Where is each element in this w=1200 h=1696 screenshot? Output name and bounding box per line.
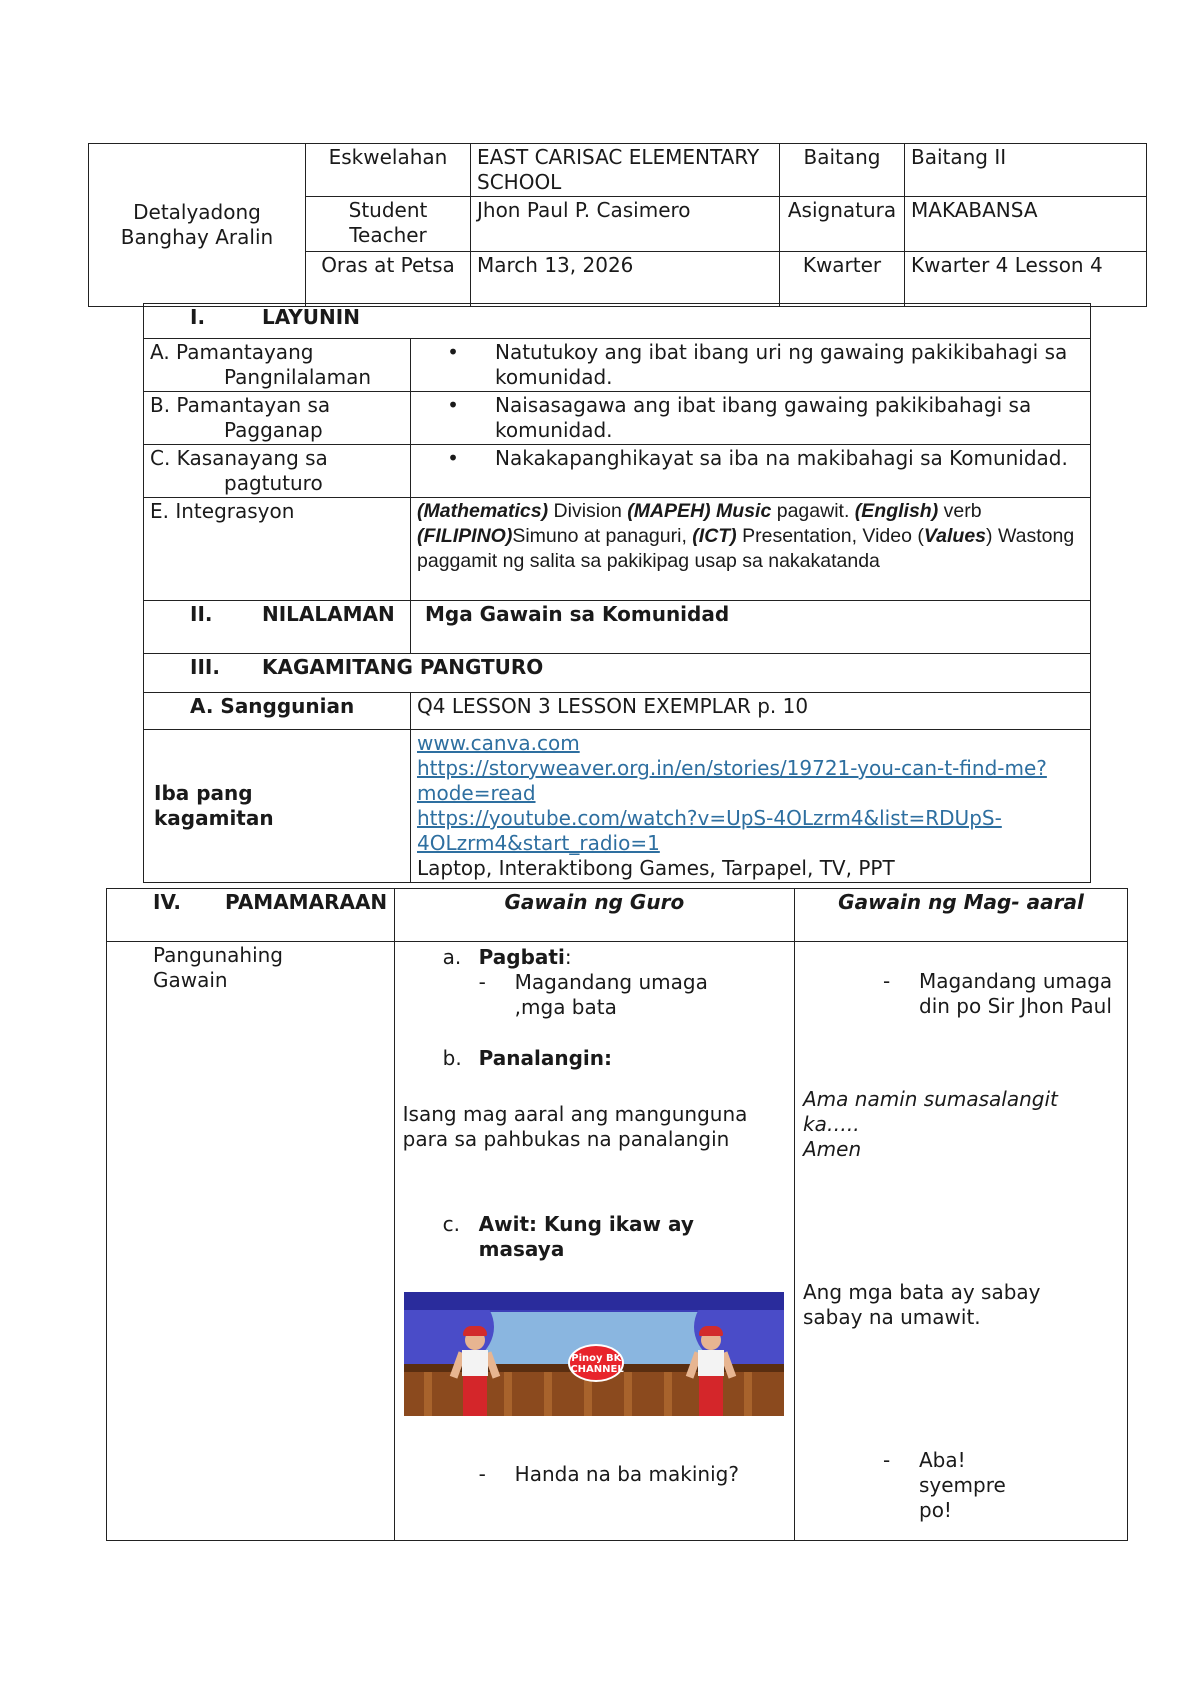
magaaral-activities: [795, 942, 1128, 1541]
school-value: EAST CARISAC ELEMENTARY SCHOOL: [471, 144, 780, 197]
doc-title: Detalyadong Banghay Aralin: [89, 144, 306, 307]
canva-link[interactable]: www.canva.com: [417, 731, 580, 755]
awit-item: c. Awit: Kung ikaw ay masaya: [442, 1212, 694, 1261]
col-magaaral: Gawain ng Mag- aaral: [795, 889, 1128, 942]
grade-label: Baitang: [780, 144, 905, 197]
fence-post: [664, 1372, 672, 1416]
lesson-plan-table: [143, 303, 1091, 883]
quarter-label: Kwarter: [780, 252, 905, 307]
objective-label-b: B. Pamantayan sa Pagganap: [144, 392, 411, 445]
sanggunian-label: A. Sanggunian: [144, 693, 411, 730]
col-guro: Gawain ng Guro: [394, 889, 794, 942]
ready-response: - Aba! syempre po!: [883, 1448, 1006, 1522]
nilalaman-value: Mga Gawain sa Komunidad: [411, 601, 1091, 654]
pagbati-item: a. Pagbati :: [442, 945, 572, 969]
handa-question: - Handa na ba makinig?: [478, 1462, 739, 1486]
date-value: March 13, 2026: [471, 252, 780, 307]
fence-post: [504, 1372, 512, 1416]
channel-logo: Pinoy BK CHANNEL: [568, 1344, 624, 1382]
pagbati-text: - Magandang umaga ,mga bata: [478, 970, 708, 1019]
child-figure: [690, 1330, 732, 1416]
teacher-label: Student Teacher: [306, 197, 471, 252]
youtube-link[interactable]: https://youtube.com/watch?v=UpS-4OLzrm4&list=RDUpS-4OLzrm4&start_radio=1: [417, 806, 1002, 855]
section-layunin: I. LAYUNIN: [144, 304, 1091, 339]
singing-response: Ang mga bata ay sabay sabay na umawit.: [803, 1280, 1041, 1329]
objective-text-c: • Nakakapanghikayat sa iba na makibahagi sa Komunidad.: [411, 445, 1091, 498]
other-materials: Laptop, Interaktibong Games, Tarpapel, TV, PPT: [417, 856, 895, 880]
section-pamamaraan: IV. PAMAMARAAN: [107, 889, 395, 942]
quarter-value: Kwarter 4 Lesson 4: [905, 252, 1147, 307]
storyweaver-link[interactable]: https://storyweaver.org.in/en/stories/19721-you-can-t-find-me?mode=read: [417, 756, 1047, 805]
school-label: Eskwelahan: [306, 144, 471, 197]
panalangin-item: b. Panalangin:: [442, 1046, 613, 1070]
header-table: [88, 143, 1147, 307]
greeting-response: - Magandang umaga din po Sir Jhon Paul: [883, 969, 1113, 1018]
pangunahing-gawain: Pangunahing Gawain: [107, 942, 395, 1541]
teacher-value: Jhon Paul P. Casimero: [471, 197, 780, 252]
objective-label-a: A. Pamantayang Pangnilalaman: [144, 339, 411, 392]
curtain-top: [404, 1292, 784, 1310]
fence-post: [624, 1372, 632, 1416]
fence-post: [544, 1372, 552, 1416]
integrasyon-text: (Mathematics) Division (MAPEH) Music pagawit. (English) verb (FILIPINO)Simuno at panaguri, (ICT) Presentation, Video (Values) Wastong paggamit ng salita sa pakikipag usap sa nakakatanda: [411, 498, 1091, 601]
sanggunian-value: Q4 LESSON 3 LESSON EXEMPLAR p. 10: [411, 693, 1091, 730]
procedure-table: [106, 888, 1128, 1541]
objective-label-c: C. Kasanayang sa pagtuturo: [144, 445, 411, 498]
objective-text-a: • Natutukoy ang ibat ibang uri ng gawaing pakikibahagi sa komunidad.: [411, 339, 1091, 392]
iba-value: [411, 730, 1091, 883]
subject-value: MAKABANSA: [905, 197, 1147, 252]
video-thumbnail[interactable]: [403, 1292, 786, 1416]
iba-label: Iba pang kagamitan: [144, 730, 411, 883]
fence-post: [744, 1372, 752, 1416]
objective-text-b: • Naisasagawa ang ibat ibang gawaing pakikibahagi sa komunidad.: [411, 392, 1091, 445]
subject-label: Asignatura: [780, 197, 905, 252]
section-kagamitan: III. KAGAMITANG PANGTURO: [144, 654, 1091, 693]
section-nilalaman: II. NILALAMAN: [144, 601, 411, 654]
fence-post: [424, 1372, 432, 1416]
date-label: Oras at Petsa: [306, 252, 471, 307]
integrasyon-label: E. Integrasyon: [144, 498, 411, 601]
panalangin-text: Isang mag aaral ang mangunguna para sa pahbukas na panalangin: [402, 1102, 748, 1151]
prayer-response: Ama namin sumasalangit ka….. Amen: [803, 1087, 1058, 1161]
guro-activities: [394, 942, 794, 1541]
child-figure: [454, 1330, 496, 1416]
grade-value: Baitang II: [905, 144, 1147, 197]
